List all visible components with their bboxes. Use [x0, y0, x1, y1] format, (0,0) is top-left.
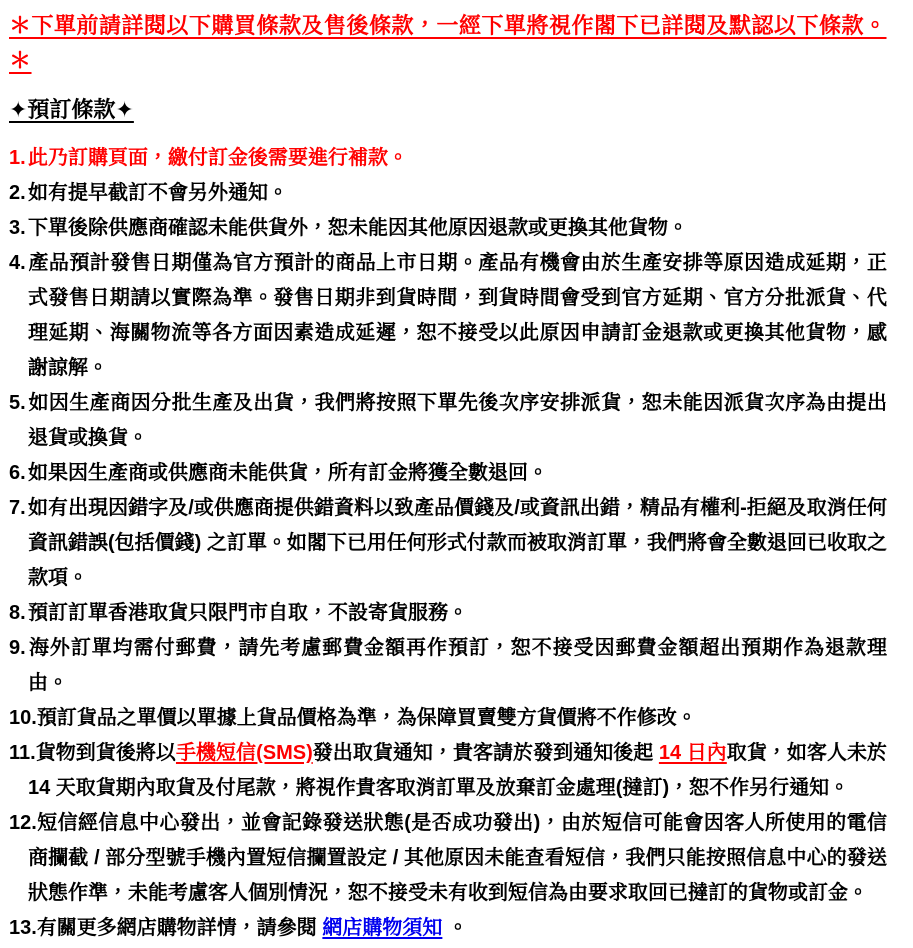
term-item: [9, 806, 887, 911]
term-text: 預訂訂單香港取貨只限門市自取，不設寄貨服務。: [28, 602, 468, 624]
term-item: [9, 246, 887, 386]
term-number: 12.: [9, 812, 37, 834]
term-number: 6.: [9, 462, 26, 484]
pickup-deadline-highlight: 14 日內: [658, 742, 727, 764]
term-item: [9, 701, 887, 736]
purchase-notice-header: ＊下單前請詳閱以下購買條款及售後條款，一經下單將視作閣下已詳閱及默認以下條款。＊: [9, 13, 887, 73]
term-text: 貨物到貨後將以: [35, 742, 176, 764]
term-item: [9, 911, 887, 946]
term-item: [9, 211, 887, 246]
section-title-preorder-terms: ✦預訂條款✦: [9, 97, 134, 122]
term-text: 取貨，如客人未於 14 天取貨期內取貨及付尾款，將視作貴客取消訂單及放棄訂金處理(撻訂)，恕不作另行通知。: [28, 742, 888, 799]
term-number: 3.: [9, 217, 26, 239]
term-number: 1.: [9, 147, 26, 169]
term-number: 8.: [9, 602, 26, 624]
term-item: [9, 456, 887, 491]
term-text: 發出取貨通知，貴客請於發到通知後起: [312, 742, 659, 764]
term-text: 預訂貨品之單價以單據上貨品價格為準，為保障買賣雙方貨價將不作修改。: [36, 707, 697, 729]
term-number: 9.: [9, 637, 26, 659]
term-item: [9, 491, 887, 596]
term-number: 10.: [9, 707, 37, 729]
term-text: 海外訂單均需付郵費，請先考慮郵費金額再作預訂，恕不接受因郵費金額超出預期作為退款理由。: [28, 637, 887, 694]
term-item: [9, 386, 887, 456]
term-text: 如有提早截訂不會另外通知。: [28, 182, 288, 204]
term-text: 如因生產商因分批生產及出貨，我們將按照下單先後次序安排派貨，恕未能因派貨次序為由提出退貨或換貨。: [28, 392, 887, 449]
term-text: 此乃訂購頁面，繳付訂金後需要進行補款。: [28, 147, 408, 169]
term-number: 13.: [9, 917, 37, 939]
terms-list: [9, 141, 887, 946]
term-number: 2.: [9, 182, 26, 204]
term-number: 5.: [9, 392, 26, 414]
term-text: 短信經信息中心發出，並會記錄發送狀態(是否成功發出)，由於短信可能會因客人所使用的電信商攔截 / 部分型號手機內置短信攔置設定 / 其他原因未能查看短信，我們只能按照信息中心的發送狀態作準，未能考慮客人個別情況，恕不接受未有收到短信為由要求取回已撻訂的貨物或訂金。: [28, 812, 887, 904]
term-text: 有關更多網店購物詳情，請參閱: [36, 917, 323, 939]
term-text: 如果因生產商或供應商未能供貨，所有訂金將獲全數退回。: [28, 462, 548, 484]
sms-notice-highlight: 手機短信(SMS): [175, 742, 313, 764]
term-item: [9, 176, 887, 211]
store-shopping-guide-link[interactable]: 網店購物須知: [322, 917, 443, 939]
term-number: 4.: [9, 252, 26, 274]
term-text: 如有出現因錯字及/或供應商提供錯資料以致產品價錢及/或資訊出錯，精品有權利-拒絕及取消任何資訊錯誤(包括價錢) 之訂單。如閣下已用任何形式付款而被取消訂單，我們將會全數退回已收取之款項。: [28, 497, 887, 589]
term-item: [9, 596, 887, 631]
term-number: 11.: [9, 742, 36, 764]
term-item: [9, 736, 887, 806]
term-text: 下單後除供應商確認未能供貨外，恕未能因其他原因退款或更換其他貨物。: [28, 217, 688, 239]
term-text: 產品預計發售日期僅為官方預計的商品上市日期。產品有機會由於生產安排等原因造成延期，正式發售日期請以實際為準。發售日期非到貨時間，到貨時間會受到官方延期、官方分批派貨、代理延期、海關物流等各方面因素造成延遲，恕不接受以此原因申請訂金退款或更換其他貨物，感謝諒解。: [28, 252, 887, 379]
term-text: 。: [442, 917, 468, 939]
term-item: [9, 631, 887, 701]
term-number: 7.: [9, 497, 26, 519]
term-item: [9, 141, 887, 176]
